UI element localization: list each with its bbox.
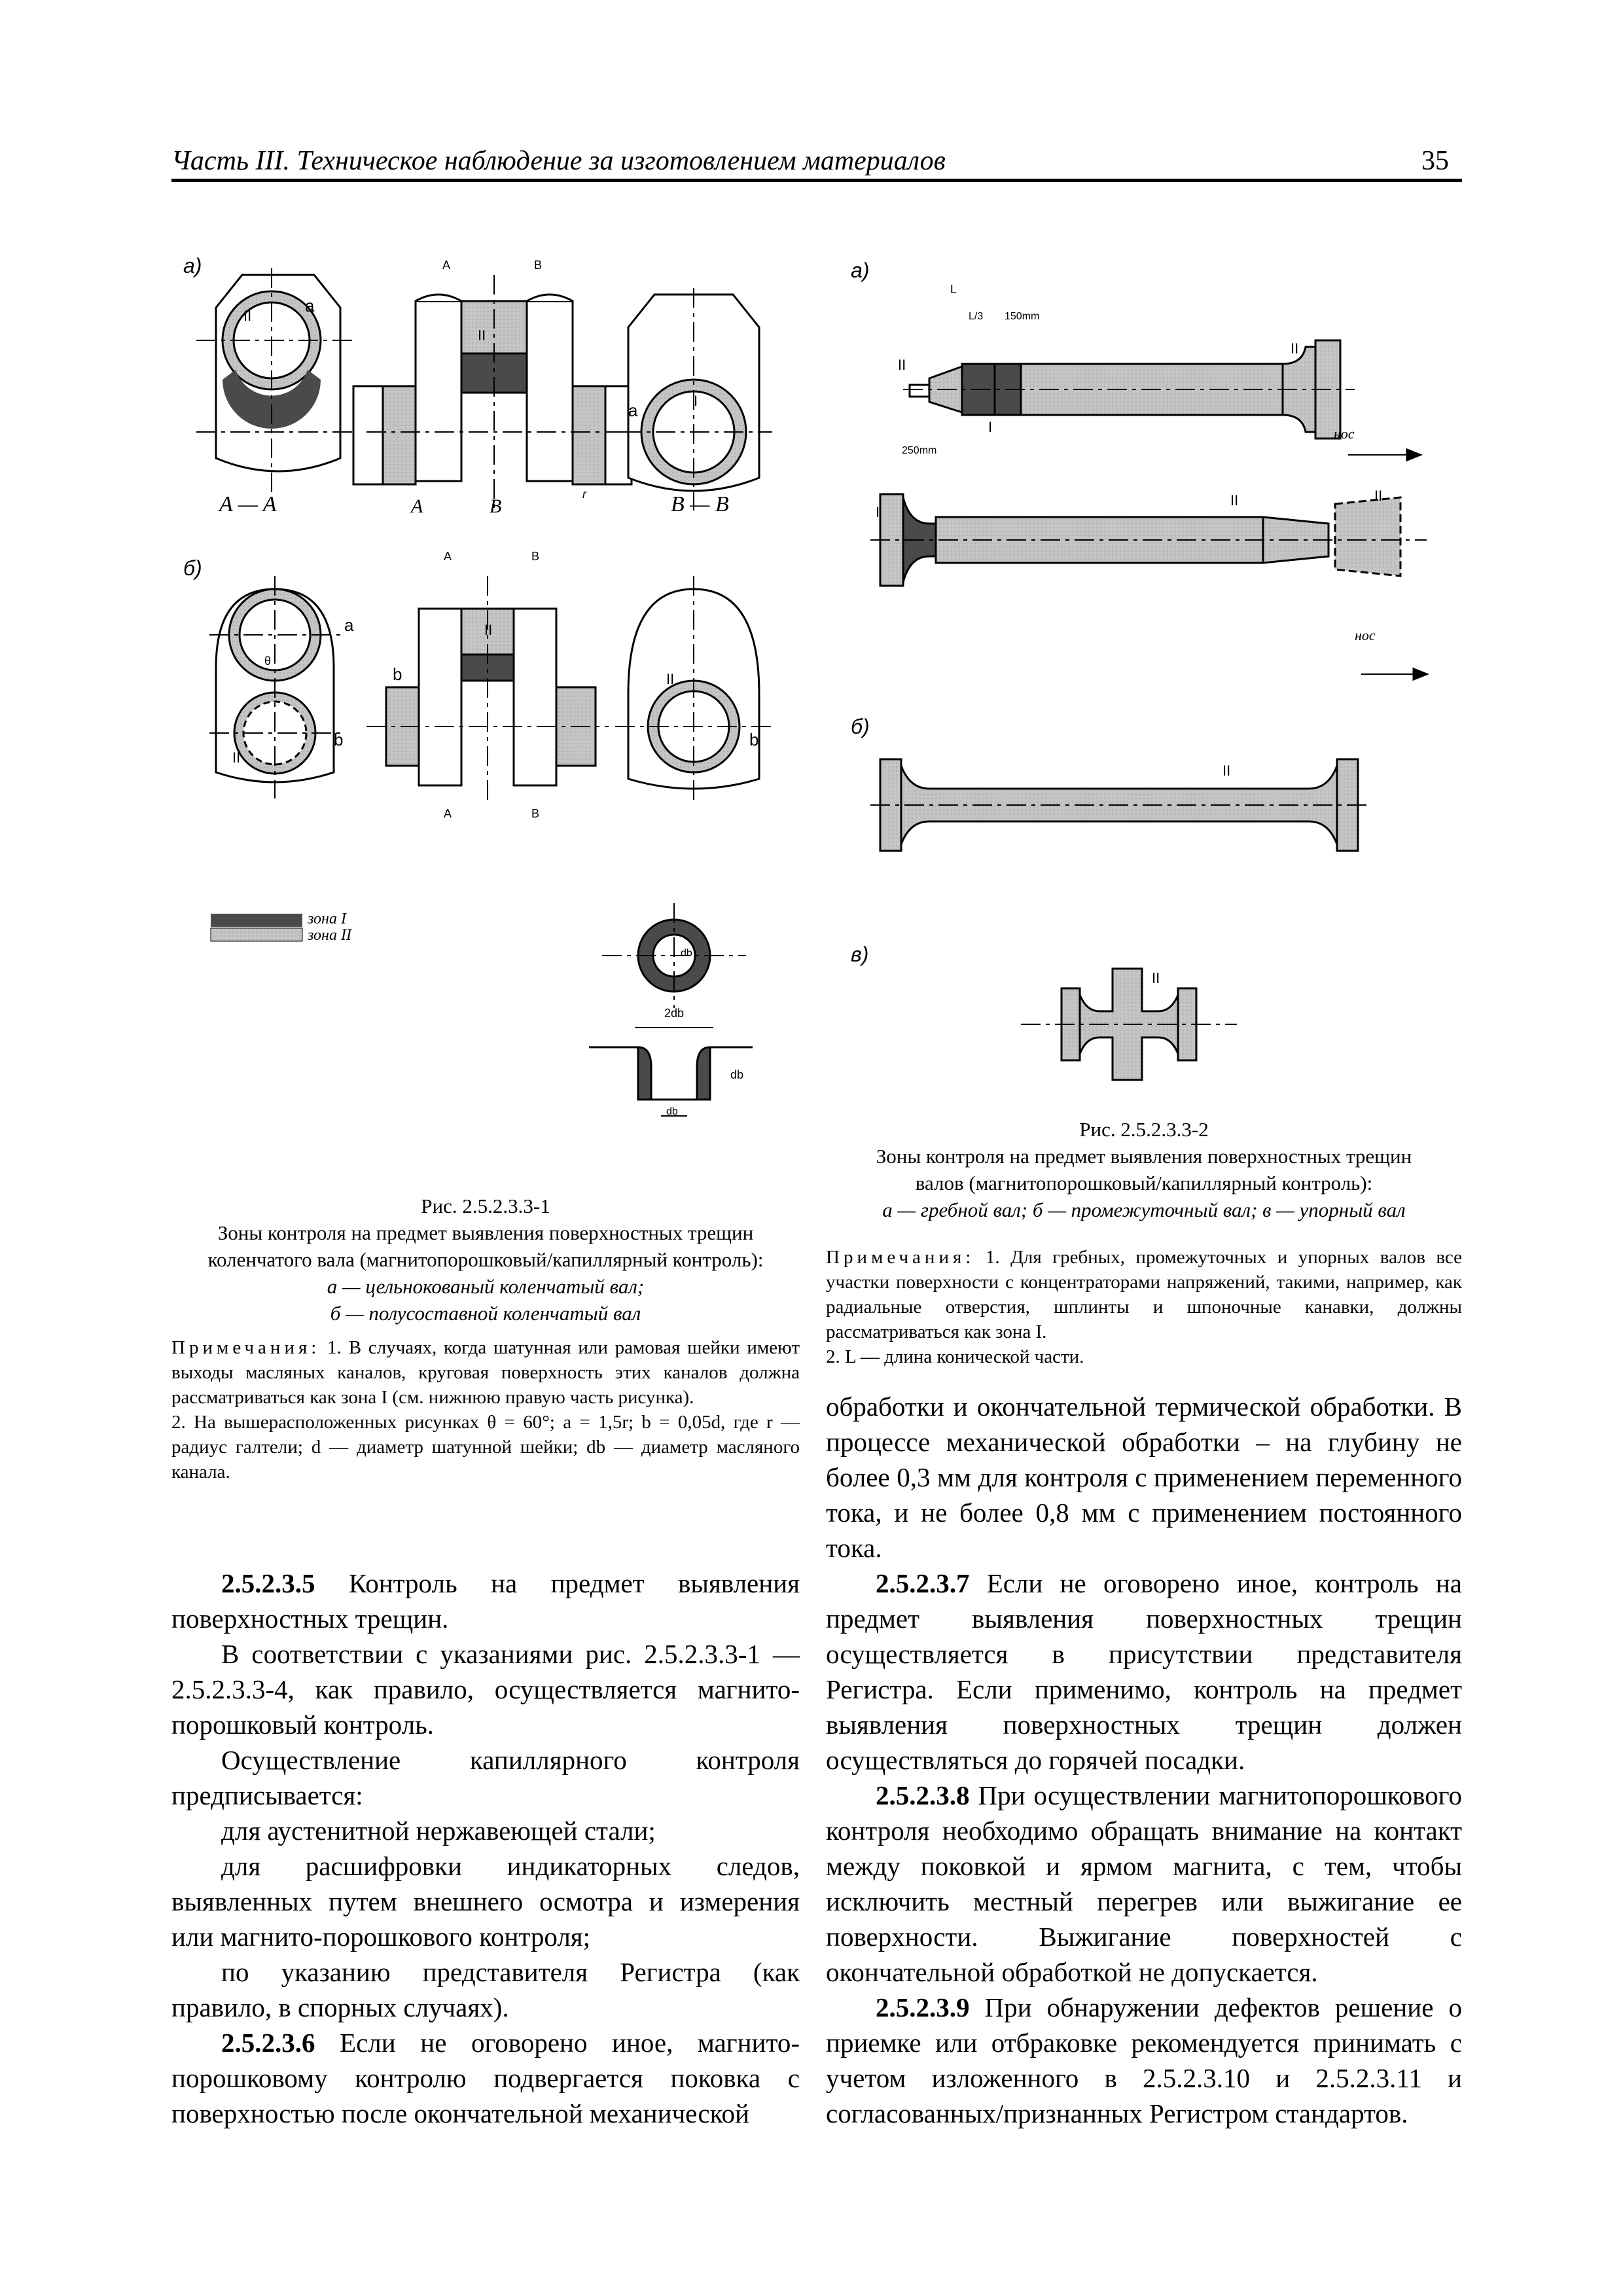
legend-zone1-label: зона I: [308, 910, 346, 927]
section-number: 2.5.2.3.5: [221, 1568, 315, 1598]
fig1-caption-line: б — полусоставной коленчатый вал: [330, 1302, 641, 1325]
fig2-dim-L3: L/3: [969, 311, 984, 322]
fig1-section-bb: B — B: [671, 492, 729, 516]
fig1-panel-b-label: б): [183, 556, 202, 580]
fig2-nos-2: нос: [1355, 627, 1376, 643]
fig1-caption-line: Зоны контроля на предмет выявления поверхностных трещин: [217, 1221, 754, 1244]
right-column-text: [826, 1389, 1462, 2131]
fig1-note-1: 1. В случаях, когда шатунная или рамовая шейки имеют выходы масляных каналов, круговая поверхность этих каналов должна рассматриваться как зона I (см. нижнюю правую часть рисунка).: [171, 1337, 800, 1408]
legend-zone1-swatch: [211, 914, 302, 927]
fig2-dim-L: L: [950, 283, 957, 296]
fig2-zone-ii-a: II: [898, 357, 906, 373]
fig1-letter-r: r: [582, 488, 586, 501]
fig2-note-2: 2. L — длина конической части.: [826, 1346, 1084, 1367]
legend-zone2-swatch: [211, 928, 302, 941]
fig1b-mark-a-top: A: [444, 550, 452, 563]
fig2-note-1: 1. Для гребных, промежуточных и упорных валов все участки поверхности с концентраторами напряжений, такими, например, как радиальные отверстия, шплинты и шпоночные канавки, должны рассматриваться как зона I.: [826, 1247, 1463, 1342]
fig1-section-aa: A — A: [219, 492, 277, 516]
fig2-a-flanged-shaft: [870, 494, 1427, 679]
fig1b-letter-b2: b: [749, 730, 759, 749]
fig1-mark-a-top: A: [442, 259, 451, 272]
fig1b-zone-ii: II: [232, 749, 241, 766]
fig1-caption-line: коленчатого вала (магнитопорошковый/капиллярный контроль):: [207, 1248, 764, 1271]
fig1-zone-ii-2: II: [478, 327, 486, 344]
paragraph: В соответствии с указаниями рис. 2.5.2.3.3-1 — 2.5.2.3.3-4, как правило, осуществляется магнито-порошковый контроль.: [171, 1639, 800, 1740]
fig1-zone-ii-1: II: [243, 308, 252, 324]
fig1b-letter-a: a: [344, 615, 354, 635]
fig1-zone-i-1: I: [694, 393, 698, 409]
fig1-caption-title: Рис. 2.5.2.3.3-1: [421, 1194, 550, 1217]
section-number: 2.5.2.3.7: [876, 1568, 970, 1598]
paragraph: При обнаружении дефектов решение о приемке или отбраковке рекомендуется принимать с учетом изложенного в 2.5.2.3.10 и 2.5.2.3.11 и согласованных/признанных Регистром стандартов.: [826, 1992, 1462, 2128]
fig1-mark-b-top: B: [534, 259, 543, 272]
fig2-zone-ii-a3: II: [1230, 492, 1239, 509]
section-number: 2.5.2.3.8: [876, 1780, 970, 1810]
fig1-a-middle-crank: [353, 275, 632, 511]
legend-zone2-label: зона II: [308, 927, 351, 944]
fig1-mark-a-bottom: A: [411, 495, 423, 517]
fig1-db-bottom-label: db: [666, 1106, 678, 1117]
fig2-caption-line: валов (магнитопорошковый/капиллярный контроль):: [915, 1172, 1373, 1194]
fig1-caption: [171, 1193, 800, 1327]
fig2-dim-250: 250mm: [902, 445, 937, 456]
fig2-dim-150: 150mm: [1005, 311, 1040, 322]
fig2-zone-i-a: I: [988, 419, 993, 435]
fig1b-zone-ii-right: II: [666, 671, 675, 687]
fig2-caption-title: Рис. 2.5.2.3.3-2: [1079, 1118, 1209, 1141]
fig2-c-thrust-shaft: [1021, 969, 1237, 1080]
fig1-note-2: 2. На вышерасположенных рисунках θ = 60°; a = 1,5r; b = 0,05d, где r — радиус галтели; d — диаметр шатунной шейки; db — диаметр масляного канала.: [171, 1412, 800, 1482]
fig1-notes: [171, 1335, 800, 1484]
fig1-b-left-web: [209, 576, 340, 798]
fig1-db-circle-label: db: [681, 948, 692, 959]
fig2-caption-line: Зоны контроля на предмет выявления поверхностных трещин: [876, 1145, 1412, 1168]
fig2-zone-ii-a4: II: [1374, 488, 1383, 504]
fig1-letter-a2: a: [628, 401, 638, 420]
fig1-db-label: db: [730, 1068, 744, 1081]
fig1b-letter-b: b: [334, 730, 344, 749]
fig2-panel-c-label: в): [851, 942, 869, 966]
fig2-zone-ii-a2: II: [1291, 340, 1299, 357]
fig1-letter-a: a: [305, 296, 315, 315]
paragraph: по указанию представителя Регистра (как правило, в спорных случаях).: [171, 1957, 800, 2022]
fig1-b-right-web: [615, 576, 772, 805]
fig2-notes: [826, 1245, 1462, 1369]
paragraph: для аустенитной нержавеющей стали;: [221, 1816, 656, 1846]
fig2-notes-label: Примечания:: [826, 1247, 975, 1268]
fig2-nos-1: нос: [1334, 425, 1355, 442]
fig2-caption: [826, 1116, 1462, 1223]
paragraph: обработки и окончательной термической обработки. В процессе механической обработки – на глубину не более 0,3 мм для контроля с применением переменного тока, и не более 0,8 мм с применением постоянного тока.: [826, 1391, 1462, 1563]
fig1-b-middle-crank: [366, 576, 609, 805]
section-number: 2.5.2.3.6: [221, 2028, 315, 2058]
fig2-panel-a-label: а): [851, 259, 870, 282]
paragraph: Осуществление капиллярного контроля предписывается:: [171, 1745, 800, 1810]
fig1-theta: θ: [264, 655, 272, 668]
paragraph: Контроль на предмет выявления поверхностных трещин.: [171, 1568, 800, 1634]
running-header: Часть III. Техническое наблюдение за изготовлением материалов: [171, 146, 946, 176]
fig1b-mark-b-top: B: [531, 550, 540, 563]
fig1-caption-line: а — цельнокованый коленчатый вал;: [327, 1275, 645, 1298]
fig1-a-left-web: [196, 268, 353, 497]
fig1-panel-a-label: а): [183, 254, 202, 278]
fig2-zone-ii-c: II: [1152, 970, 1160, 986]
fig2-caption-line: а — гребной вал; б — промежуточный вал; в — упорный вал: [882, 1198, 1406, 1221]
paragraph: При осуществлении магнитопорошкового контроля необходимо обращать внимание на контакт между поковкой и ярмом магнита, с тем, чтобы исключить местный перегрев или выжигание ее поверхности. Выжигание поверхностей с окончательной обработкой не допускается.: [826, 1780, 1462, 1987]
fig1-notes-label: Примечания:: [171, 1337, 321, 1358]
paragraph: для расшифровки индикаторных следов, выявленных путем внешнего осмотра и измерения или магнито-порошкового контроля;: [171, 1851, 800, 1952]
page-number: 35: [1421, 146, 1449, 176]
section-number: 2.5.2.3.9: [876, 1992, 970, 2022]
fig1b-letter-b3: b: [393, 664, 402, 684]
paragraph: Если не оговорено иное, магнито-порошковому контролю подвергается поковка с поверхностью после окончательной механической: [171, 2028, 800, 2128]
fig1b-mark-b-bottom: B: [531, 807, 540, 820]
fig2-b-intermediate-shaft: [870, 759, 1368, 851]
fig2-zone-ii-b: II: [1222, 762, 1231, 779]
left-column-text: [171, 1566, 800, 2131]
paragraph: Если не оговорено иное, контроль на предмет выявления поверхностных трещин осуществляется в присутствии представителя Регистра. Если применимо, контроль на предмет выявления поверхностных трещин должен осуществляться до горячей посадки.: [826, 1568, 1462, 1775]
fig1b-mark-a-bottom: A: [444, 807, 452, 820]
fig2-zone-i-a3: I: [876, 504, 880, 520]
fig1-2db-label: 2db: [664, 1007, 685, 1020]
fig2-panel-b-label: б): [851, 715, 870, 738]
fig1b-zone-ii-mid: II: [484, 622, 493, 638]
fig1-mark-b-bottom: B: [490, 495, 502, 517]
